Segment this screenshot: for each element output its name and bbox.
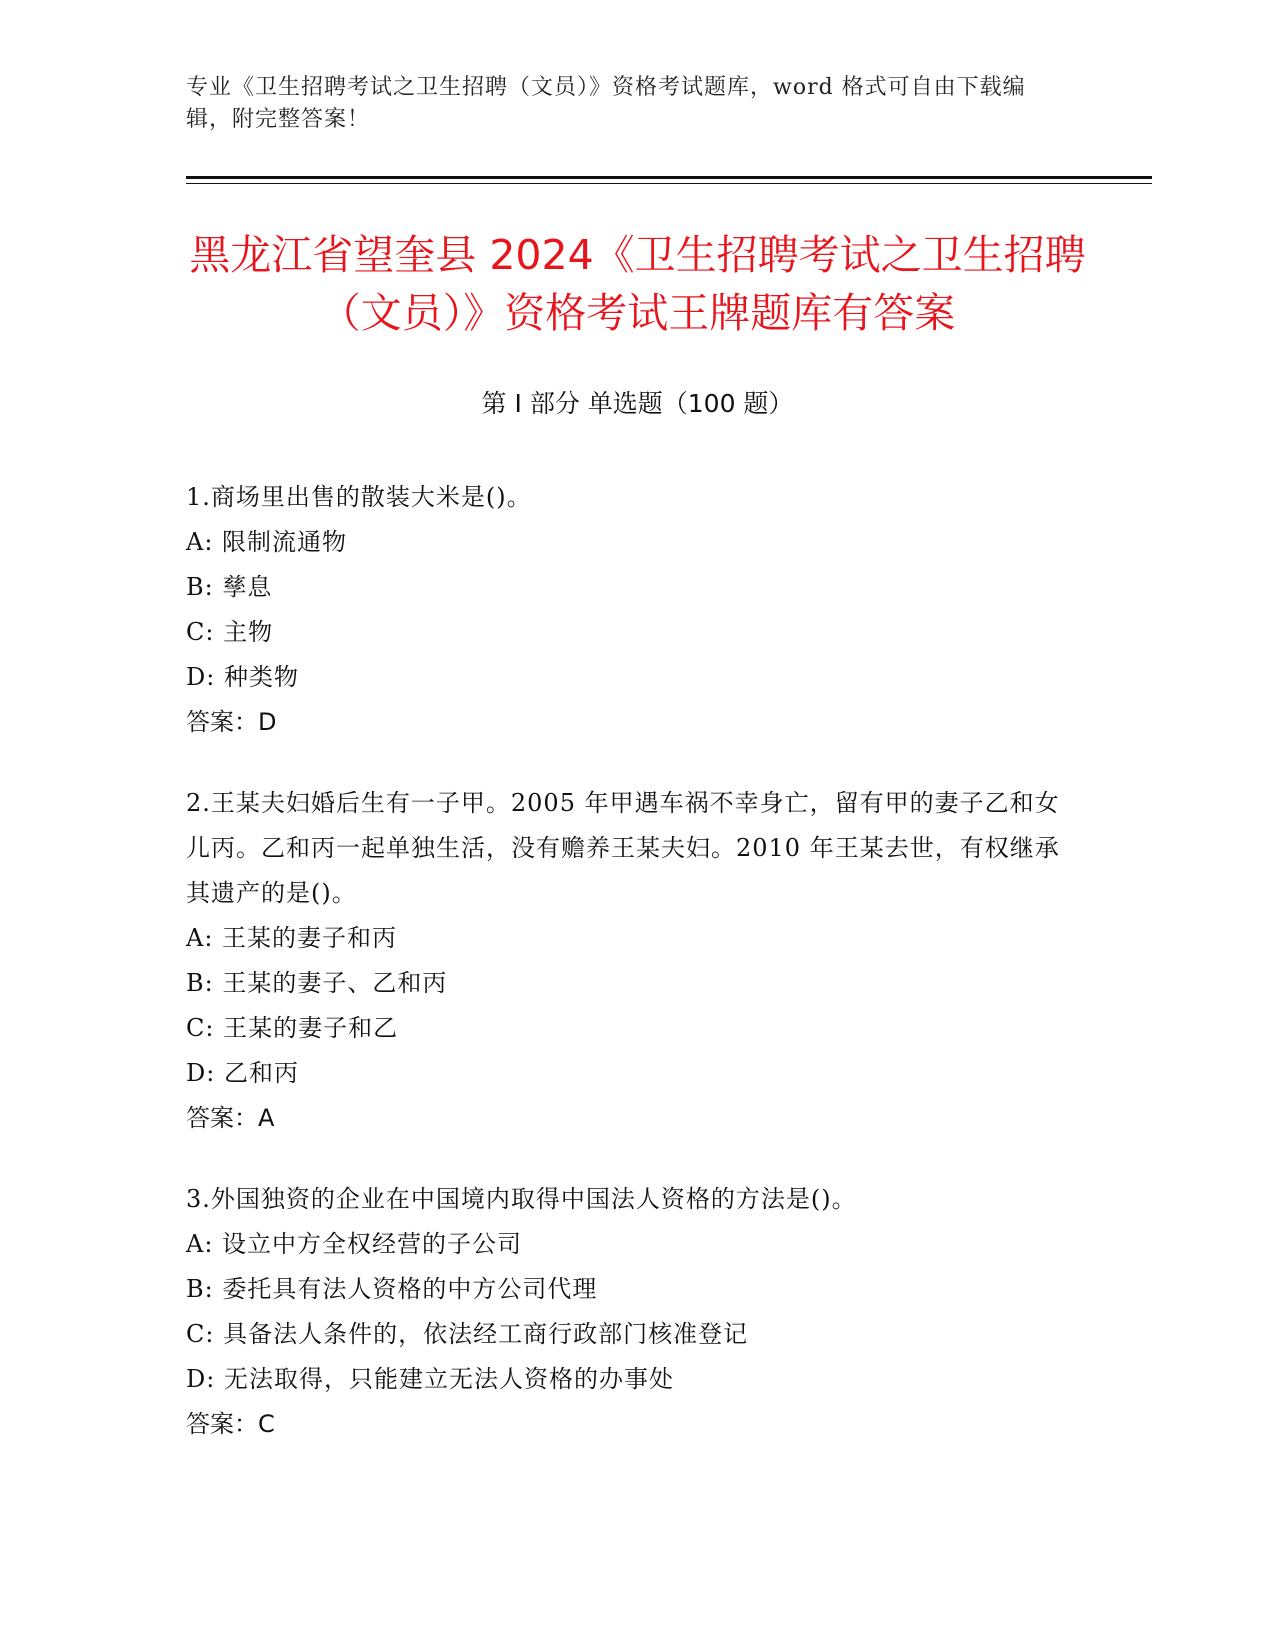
option-b: B: 孳息: [186, 573, 273, 601]
option-d: D: 乙和丙: [186, 1059, 299, 1087]
question-1: [186, 475, 1066, 745]
document-title: 黑龙江省望奎县 2024《卫生招聘考试之卫生招聘（文员）》资格考试王牌题库有答案: [189, 231, 1086, 337]
answer: 答案：C: [186, 1410, 275, 1438]
option-c: C: 主物: [186, 618, 274, 646]
question-list: [186, 475, 1066, 1483]
question-3: [186, 1177, 1066, 1447]
question-stem: 3.外国独资的企业在中国境内取得中国法人资格的方法是()。: [186, 1185, 857, 1213]
option-a: A: 王某的妻子和丙: [186, 924, 398, 952]
header-rule-thin: [186, 183, 1152, 184]
option-a: A: 设立中方全权经营的子公司: [186, 1230, 523, 1258]
answer: 答案：D: [186, 708, 277, 736]
option-d: D: 无法取得，只能建立无法人资格的办事处: [186, 1365, 674, 1393]
section-title: 第 I 部分 单选题（100 题）: [481, 389, 794, 418]
option-c: C: 王某的妻子和乙: [186, 1014, 399, 1042]
option-b: B: 委托具有法人资格的中方公司代理: [186, 1275, 598, 1303]
answer: 答案：A: [186, 1104, 275, 1132]
question-stem: 2.王某夫妇婚后生有一子甲。2005 年甲遇车祸不幸身亡，留有甲的妻子乙和女儿丙。乙和丙一起单独生活，没有赡养王某夫妇。2010 年王某去世，有权继承其遗产的是()。: [186, 789, 1060, 907]
option-a: A: 限制流通物: [186, 528, 348, 556]
question-stem: 1.商场里出售的散装大米是()。: [186, 483, 532, 511]
header-note: 专业《卫生招聘考试之卫生招聘（文员）》资格考试题库，word 格式可自由下载编辑，附完整答案！: [186, 75, 1026, 132]
question-2: [186, 781, 1066, 1141]
option-c: C: 具备法人条件的，依法经工商行政部门核准登记: [186, 1320, 749, 1348]
option-b: B: 王某的妻子、乙和丙: [186, 969, 448, 997]
option-d: D: 种类物: [186, 663, 299, 691]
header-rule-thick: [186, 176, 1152, 179]
